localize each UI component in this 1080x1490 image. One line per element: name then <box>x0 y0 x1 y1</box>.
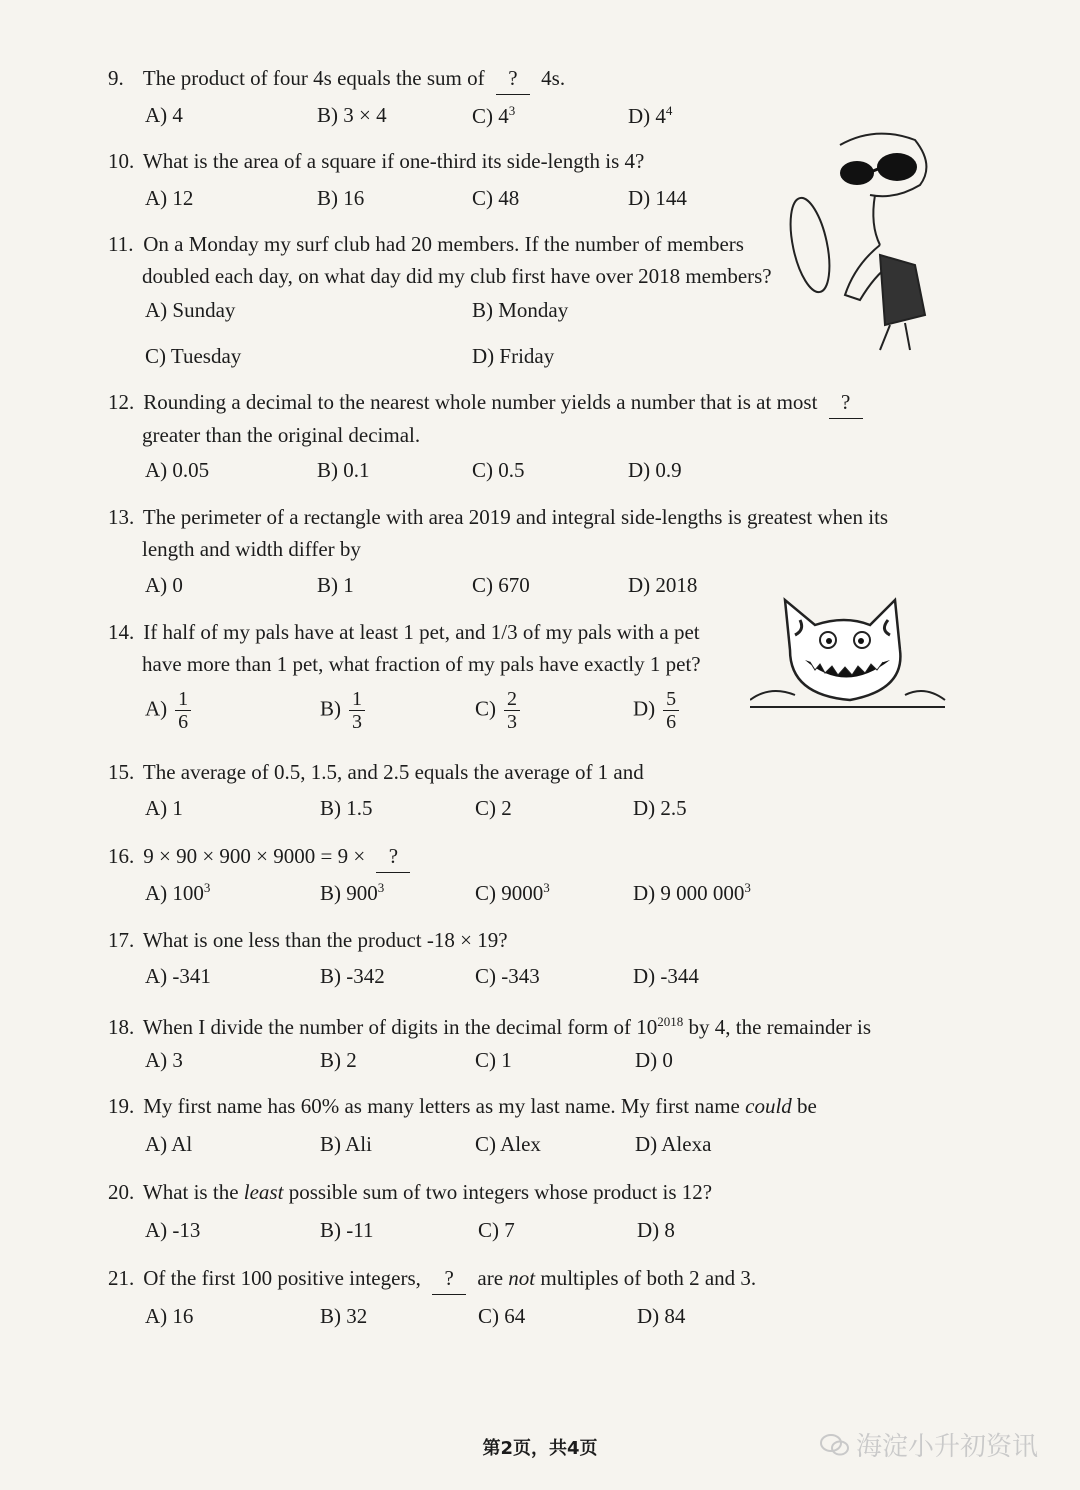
option-c: C) 670 <box>472 573 530 597</box>
watermark <box>820 1426 1038 1463</box>
question-number: 15. <box>108 760 135 784</box>
option-b: B) Monday <box>472 298 569 322</box>
option-b: B) $900^3$ <box>320 880 385 905</box>
option-d: D) 2018 <box>628 573 698 597</box>
question-number: 16. <box>108 844 135 868</box>
option-c: C) 9000$^3$ <box>475 880 550 905</box>
emphasis: could <box>745 1094 792 1118</box>
question-number: 20. <box>108 1180 135 1204</box>
emphasis: not <box>508 1266 536 1290</box>
question-stem-end: be <box>797 1094 817 1118</box>
option-d: D) $\frac{5}{6}$ <box>633 688 679 733</box>
wechat-icon <box>820 1432 850 1458</box>
question-number: 11. <box>108 232 134 256</box>
option-a: A) Al <box>145 1132 193 1156</box>
question-number: 12. <box>108 390 135 414</box>
question-stem: 9 × 90 × 900 × 9000 = 9 × <box>143 844 366 868</box>
option-c: C) 1 <box>475 1048 512 1072</box>
question-number: 18. <box>108 1015 135 1039</box>
question-number: 9. <box>108 66 124 90</box>
option-b: B) -11 <box>320 1218 374 1242</box>
question-number: 21. <box>108 1266 135 1290</box>
question-stem: My first name has 60% as many letters as my last name. My first name <box>143 1094 740 1118</box>
question-11 <box>108 228 772 292</box>
option-b: B) 0.1 <box>317 458 370 482</box>
question-stem-line2: doubled each day, on what day did my club first have over 2018 members? <box>142 264 772 288</box>
option-c: C) 48 <box>472 186 520 210</box>
option-a: A) 3 <box>145 1048 183 1072</box>
option-d: D) Friday <box>472 344 555 368</box>
question-stem: The average of 0.5, 1.5, and 2.5 equals the average of 1 and <box>142 760 644 784</box>
question-17 <box>108 924 508 956</box>
grinning-cat-illustration <box>750 595 950 720</box>
question-stem: What is the area of a square if one-third its side-length is 4? <box>142 149 645 173</box>
question-16 <box>108 840 416 873</box>
option-c: C) 0.5 <box>472 458 525 482</box>
option-a: A) 0.05 <box>145 458 210 482</box>
answer-blank: ? <box>496 62 530 95</box>
question-stem: The product of four 4s equals the sum of <box>142 66 485 90</box>
question-stem-line2: have more than 1 pet, what fraction of my pals have exactly 1 pet? <box>142 652 701 676</box>
fraction: $\frac{1}{6}$ <box>175 688 191 733</box>
fraction: $\frac{5}{6}$ <box>663 688 679 733</box>
question-stem: Of the first 100 positive integers, <box>143 1266 421 1290</box>
question-stem-line2: greater than the original decimal. <box>142 423 421 447</box>
option-c: C) Alex <box>475 1132 541 1156</box>
option-a: A) 16 <box>145 1304 194 1328</box>
option-a: A) 4 <box>145 103 183 127</box>
option-d: D) $4^4$ <box>628 103 673 128</box>
question-stem-end: 4s. <box>541 66 566 90</box>
option-c: C) 7 <box>478 1218 515 1242</box>
option-a: A) -341 <box>145 964 211 988</box>
page-footer: 第2页，共4页 <box>482 1438 598 1459</box>
option-d: D) 84 <box>637 1304 686 1328</box>
option-d: D) Alexa <box>635 1132 712 1156</box>
option-c: C) 64 <box>478 1304 526 1328</box>
question-stem: On a Monday my surf club had 20 members. If the number of members <box>143 232 744 256</box>
option-b: B) 1 <box>317 573 354 597</box>
option-d: D) -344 <box>633 964 699 988</box>
question-stem-mid: are <box>477 1266 504 1290</box>
option-d: D) 144 <box>628 186 687 210</box>
question-stem: What is the <box>142 1180 239 1204</box>
question-number: 13. <box>108 505 135 529</box>
option-d: D) 8 <box>637 1218 675 1242</box>
option-b: B) 32 <box>320 1304 368 1328</box>
option-b: B) $\frac{1}{3}$ <box>320 688 365 733</box>
option-b: B) 2 <box>320 1048 357 1072</box>
question-13 <box>108 501 888 565</box>
option-c: C) Tuesday <box>145 344 242 368</box>
emphasis: least <box>243 1180 284 1204</box>
question-stem-end: by 4, the remainder is <box>688 1015 872 1039</box>
question-number: 17. <box>108 928 135 952</box>
option-a: A) Sunday <box>145 298 236 322</box>
option-d: D) 2.5 <box>633 796 687 820</box>
option-a: A) -13 <box>145 1218 201 1242</box>
answer-blank: ? <box>432 1262 466 1295</box>
question-21 <box>108 1262 756 1295</box>
option-a: A) $\frac{1}{6}$ <box>145 688 191 733</box>
option-b: B) 16 <box>317 186 365 210</box>
option-b: B) 1.5 <box>320 796 373 820</box>
option-c: C) -343 <box>475 964 540 988</box>
answer-blank: ? <box>376 840 410 873</box>
question-number: 19. <box>108 1094 135 1118</box>
question-stem-end: possible sum of two integers whose product is 12? <box>288 1180 713 1204</box>
answer-blank: ? <box>829 386 863 419</box>
question-stem: If half of my pals have at least 1 pet, and 1/3 of my pals with a pet <box>143 620 700 644</box>
question-stem: When I divide the number of digits in the decimal form of 10 <box>142 1015 658 1039</box>
question-stem-end: multiples of both 2 and 3. <box>540 1266 757 1290</box>
question-9 <box>108 62 565 95</box>
question-20 <box>108 1176 712 1208</box>
fraction: $\frac{2}{3}$ <box>504 688 520 733</box>
option-b: B) -342 <box>320 964 385 988</box>
option-a: A) 0 <box>145 573 183 597</box>
option-a: A) 1 <box>145 796 183 820</box>
option-a: A) $100^3$ <box>145 880 211 905</box>
question-stem: Rounding a decimal to the nearest whole number yields a number that is at most <box>143 390 818 414</box>
question-number: 10. <box>108 149 135 173</box>
question-14 <box>108 616 701 680</box>
question-stem: The perimeter of a rectangle with area 2019 and integral side-lengths is greatest when its <box>142 505 889 529</box>
option-d: D) 0.9 <box>628 458 682 482</box>
option-c: C) $4^3$ <box>472 103 516 128</box>
question-12 <box>108 386 869 451</box>
option-d: D) 0 <box>635 1048 673 1072</box>
fraction: $\frac{1}{3}$ <box>349 688 365 733</box>
option-a: A) 12 <box>145 186 194 210</box>
option-b: B) 3 × 4 <box>317 103 387 127</box>
exponent: 2018 <box>657 1014 684 1029</box>
question-19 <box>108 1090 817 1122</box>
option-c: C) $\frac{2}{3}$ <box>475 688 520 733</box>
option-b: B) Ali <box>320 1132 372 1156</box>
surfer-cartoon-illustration <box>785 125 945 355</box>
watermark-text: 海淀小升初资讯 <box>856 1432 1039 1462</box>
option-d: D) 9 000 $000^3$ <box>633 880 751 905</box>
question-10 <box>108 145 644 177</box>
question-18 <box>108 1006 871 1043</box>
option-c: C) 2 <box>475 796 512 820</box>
question-stem-line2: length and width differ by <box>142 537 361 561</box>
question-stem: What is one less than the product -18 × 19? <box>142 928 508 952</box>
question-15 <box>108 756 644 788</box>
question-number: 14. <box>108 620 135 644</box>
